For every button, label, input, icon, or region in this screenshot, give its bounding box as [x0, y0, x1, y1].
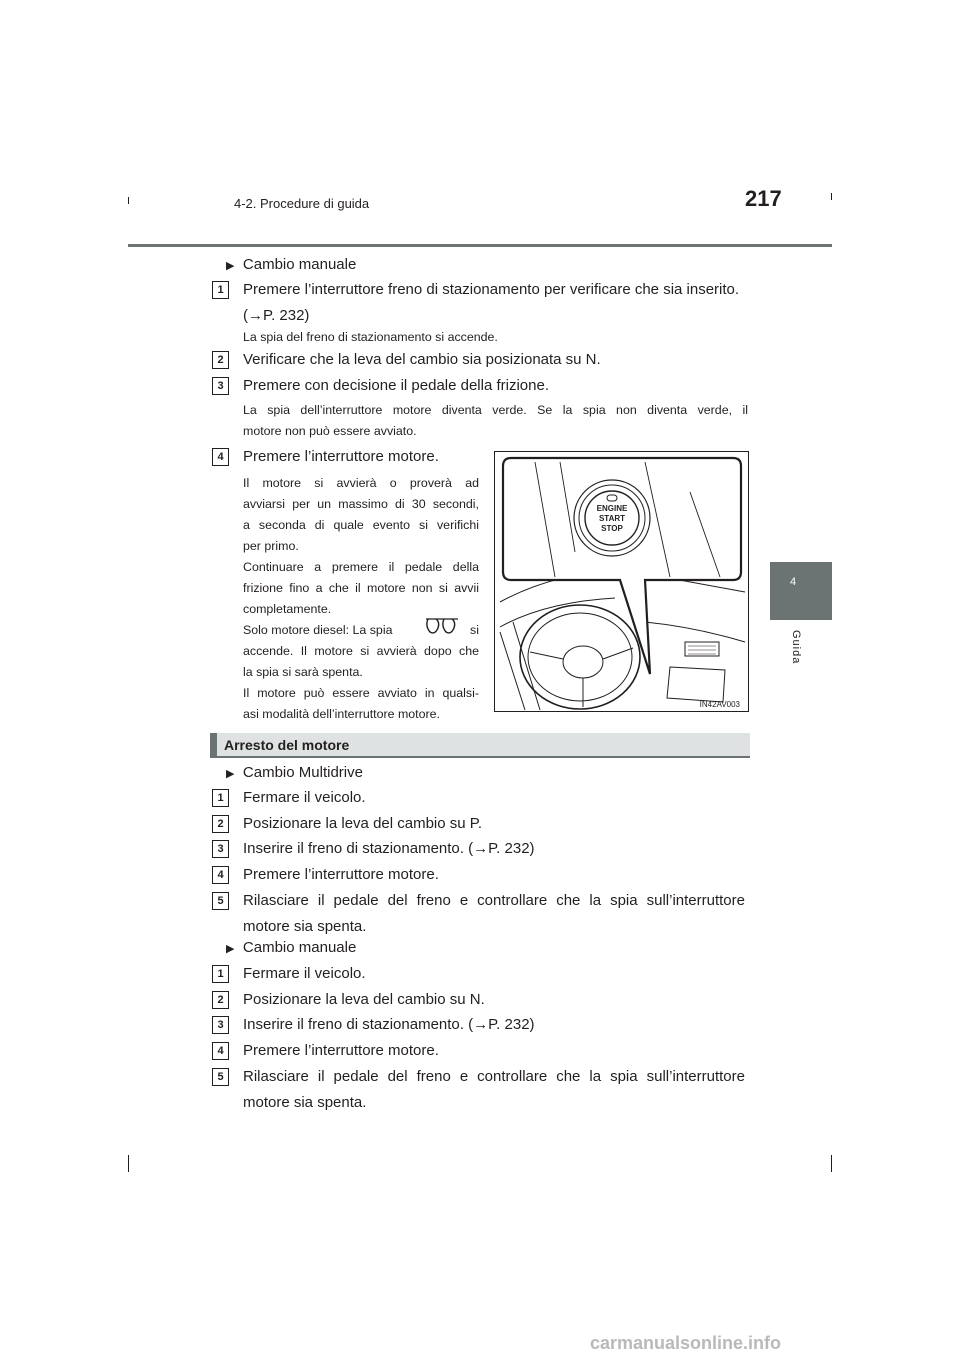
step-text: Inserire il freno di stazionamento. (→P. 232) — [243, 840, 535, 857]
subheading-manual-start: ▶ Cambio manuale — [226, 256, 357, 273]
step-paragraph: Continuare a premere il pedale della frizione fino a che il motore non si avvii completamente. — [243, 560, 479, 616]
step-number-box: 3 — [212, 377, 229, 395]
crop-mark — [128, 197, 129, 204]
section-heading: Arresto del motore — [224, 737, 350, 753]
step-text: Posizionare la leva del cambio su N. — [243, 991, 485, 1008]
step-number-box: 2 — [212, 815, 229, 833]
step-number-box: 4 — [212, 866, 229, 884]
crop-mark — [831, 1155, 832, 1172]
page-number: 217 — [745, 186, 782, 211]
step-text: Premere l’interruttore motore. — [243, 866, 439, 883]
watermark: carmanualsonline.info — [590, 1333, 782, 1353]
step-number-box: 5 — [212, 1068, 229, 1086]
step-note: La spia del freno di stazionamento si accende. — [243, 330, 498, 344]
triangle-right-icon: ▶ — [226, 943, 235, 955]
subheading-manual-stop: ▶ Cambio manuale — [226, 939, 357, 956]
crop-mark — [831, 193, 832, 200]
step-paragraph: Il motore si avvierà o proverà ad avviarsi per un massimo di 30 secondi, a seconda di quale evento si verifichi per primo. — [243, 476, 479, 553]
subheading-multidrive: ▶ Cambio Multidrive — [226, 764, 363, 781]
step-number-box: 4 — [212, 1042, 229, 1060]
step-text: Fermare il veicolo. — [243, 789, 366, 806]
engine-label: ENGINE — [596, 504, 628, 513]
crop-mark — [128, 1155, 129, 1172]
step-paragraph: Il motore può essere avviato in qualsi- asi modalità dell’interruttore motore. — [243, 686, 479, 721]
step-text: Premere l’interruttore freno di stazionamento per verificare che sia inserito. (→P. 232) — [243, 281, 740, 324]
step-number-box: 2 — [212, 991, 229, 1009]
step-number-box: 5 — [212, 892, 229, 910]
section-heading-bar — [210, 733, 750, 758]
step-number-box: 2 — [212, 351, 229, 369]
dashboard-drawing — [495, 452, 748, 711]
triangle-right-icon: ▶ — [226, 768, 235, 780]
start-label: START — [598, 514, 626, 523]
step-paragraph: Solo motore diesel: La spia si accende. Il motore si avvierà dopo che la spia si sarà spenta. — [243, 620, 479, 683]
engine-switch-illustration — [494, 451, 749, 712]
section-accent — [210, 733, 217, 756]
glow-plug-icon — [423, 616, 461, 636]
step-number-box: 4 — [212, 448, 229, 466]
header-rule — [128, 244, 832, 247]
chapter-number: 4 — [790, 576, 797, 588]
triangle-right-icon: ▶ — [226, 260, 235, 272]
step-number-box: 3 — [212, 1016, 229, 1034]
step-note: La spia dell’interruttore motore diventa verde. Se la spia non diventa verde, il motore non può essere avviato. — [243, 403, 748, 438]
chapter-label: Guida — [790, 630, 802, 665]
step-text: Premere l’interruttore motore. — [243, 1042, 439, 1059]
chapter-tab — [770, 562, 832, 620]
step-text: Rilasciare il pedale del freno e controllare che la spia sull’interruttore motore sia spenta. — [243, 892, 745, 935]
step-text: Posizionare la leva del cambio su P. — [243, 815, 483, 832]
figure-code: IN42AV003 — [699, 700, 740, 709]
step-number-box: 3 — [212, 840, 229, 858]
step-number-box: 1 — [212, 281, 229, 299]
step-number-box: 1 — [212, 965, 229, 983]
step-number-box: 1 — [212, 789, 229, 807]
step-text: Premere con decisione il pedale della frizione. — [243, 377, 550, 394]
section-title: 4-2. Procedure di guida — [234, 196, 370, 211]
step-text: Premere l’interruttore motore. — [243, 448, 439, 465]
stop-label: STOP — [601, 524, 623, 533]
step-text: Verificare che la leva del cambio sia posizionata su N. — [243, 351, 601, 368]
step-text: Inserire il freno di stazionamento. (→P. 232) — [243, 1016, 535, 1033]
step-text: Rilasciare il pedale del freno e controllare che la spia sull’interruttore motore sia spenta. — [243, 1068, 745, 1111]
step-text: Fermare il veicolo. — [243, 965, 366, 982]
